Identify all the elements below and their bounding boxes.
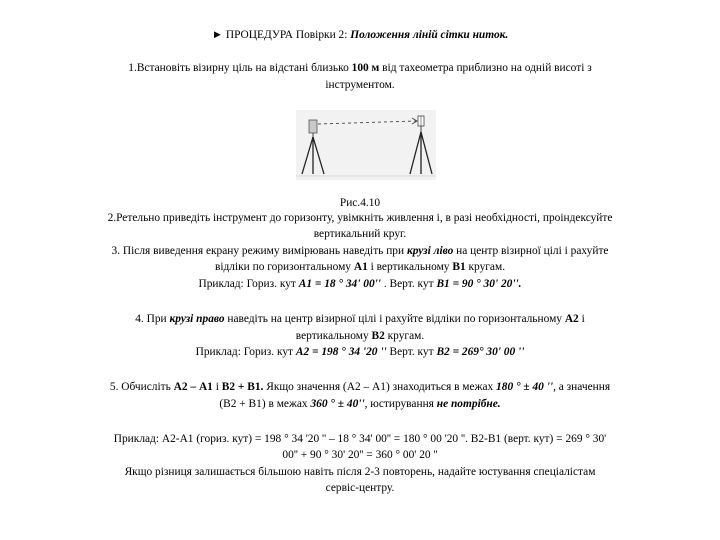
step3-line2 <box>0 261 720 274</box>
step4-a2: А2 <box>564 313 579 325</box>
step4-example-b2: В2 = 269° 30' 00 '' <box>436 346 525 358</box>
step5-text2: , а значення <box>553 381 611 393</box>
tachymeter-target-figure <box>296 110 436 180</box>
step1-line1 <box>0 62 720 75</box>
step3-text2: відліки по горизонтальному <box>214 261 354 273</box>
step3-circle-left: крузі ліво <box>406 245 454 257</box>
step5-and: і <box>212 381 222 393</box>
step5-tolerance-a: 180 ° ± 40 '' <box>496 381 554 393</box>
final-note-line2: сервіс-центру. <box>325 482 395 494</box>
step3-example-mid: . Верт. кут <box>380 278 437 290</box>
step3-example <box>0 278 720 291</box>
step4-text-cont: наведіть на центр візирної цілі і рахуйте відліки по горизонтальному <box>224 313 565 325</box>
example-line2: 00'' + 90 ° 30' 20'' = 360 ° 00' 20 '' <box>282 449 438 461</box>
step5-a-diff: А2 – А1 <box>173 381 213 393</box>
step3-text3: і вертикальному <box>367 261 453 273</box>
step3-example-a1: А1 = 18 ° 34' 00'' <box>298 278 381 290</box>
step4-text3: кругам. <box>384 330 425 342</box>
step3-example-b1: В1 = 90 ° 30' 20''. <box>436 278 522 290</box>
step4-circle-right: крузі право <box>169 313 225 325</box>
step1-distance: 100 м <box>351 62 380 74</box>
step5-line1 <box>0 381 720 394</box>
step3-line1 <box>0 245 720 258</box>
step3-text: 3. Після виведення екрану режиму вимірювань наведіть при <box>111 245 407 257</box>
step1-text-cont: від тахеометра приблизно на одній висоті з <box>379 62 592 74</box>
step4-example-label: Приклад: Гориз. кут <box>195 346 296 358</box>
step4-example-a2: А2 = 198 ° 34 '20 '' <box>295 346 387 358</box>
step4-line2 <box>0 330 720 343</box>
step2-line2: вертикальний круг. <box>313 228 407 240</box>
step5-line2 <box>0 398 720 411</box>
figure-caption: Рис.4.10 <box>339 197 381 209</box>
step3-text-cont: на центр візирної цілі і рахуйте <box>453 245 609 257</box>
step5-text3: (В2 + В1) в межах <box>219 398 311 410</box>
step5-not-needed: не потрібне. <box>436 398 501 410</box>
step3-a1: А1 <box>353 261 368 273</box>
example-line1: Приклад: А2-А1 (гориз. кут) = 198 ° 34 '20 '' – 18 ° 34' 00'' = 180 ° 00 '20 ''. В2-В1 (верт. кут) = 269 ° 30' <box>113 433 607 445</box>
step4-example-mid: Верт. кут <box>386 346 437 358</box>
step5-text: 5. Обчисліть <box>109 381 174 393</box>
step4-text: 4. При <box>135 313 170 325</box>
procedure-title-emphasis: Положення ліній сітки ниток. <box>350 29 509 41</box>
final-note-line1: Якщо різниця залишається більшою навіть після 2-3 повторень, надайте юстування спеціалістам <box>124 466 596 478</box>
step5-condition: Якщо значення (А2 – А1) знаходиться в межах <box>263 381 497 393</box>
step1-text: 1.Встановіть візирну ціль на відстані близько <box>128 62 352 74</box>
step3-text4: кругам. <box>465 261 506 273</box>
step4-example <box>0 346 720 359</box>
step5-b-sum: В2 + В1. <box>221 381 264 393</box>
step4-text2: вертикальному <box>295 330 372 342</box>
step4-and: і <box>578 313 585 325</box>
step3-b1: В1 <box>452 261 466 273</box>
triangle-marker-icon: ► <box>211 29 223 41</box>
step4-b2: В2 <box>371 330 385 342</box>
step4-line1 <box>0 313 720 326</box>
step5-tolerance-b: 360 ° ± 40'' <box>310 398 365 410</box>
step5-text4: , юстирування <box>364 398 437 410</box>
procedure-title <box>0 29 720 42</box>
step2-line1: 2.Ретельно приведіть інструмент до горизонту, увімкніть живлення і, в разі необхідності, проіндексуйте <box>107 212 613 224</box>
step1-line2: інструментом. <box>325 79 395 91</box>
procedure-title-prefix: ПРОЦЕДУРА Повірки 2: <box>225 29 351 41</box>
step3-example-label: Приклад: Гориз. кут <box>198 278 299 290</box>
